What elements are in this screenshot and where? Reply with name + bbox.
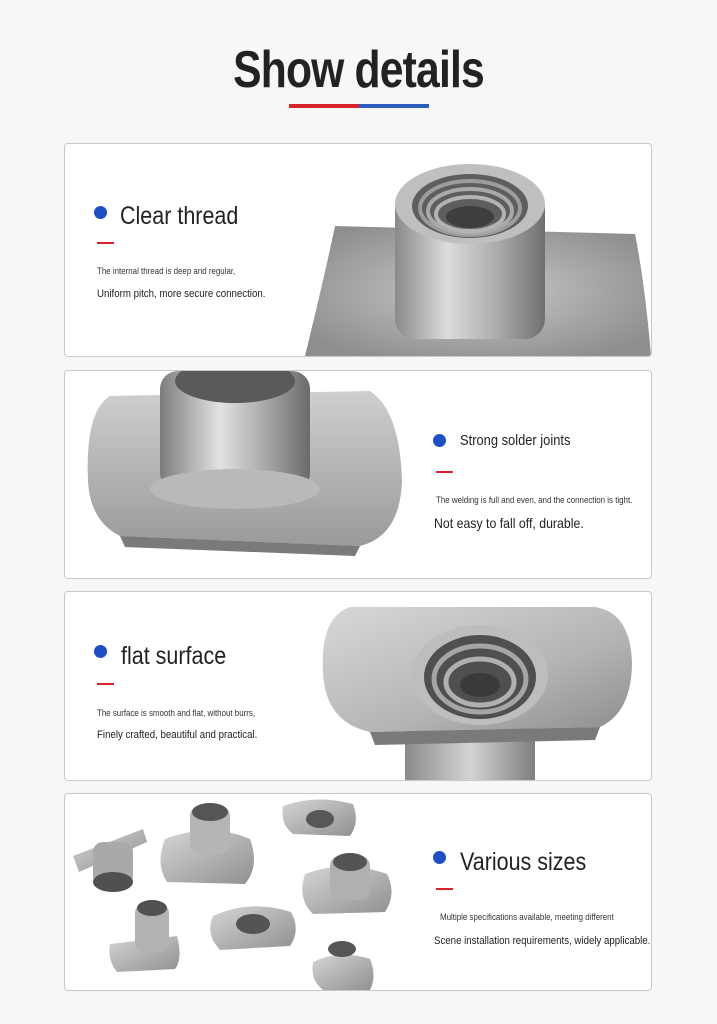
section-divider xyxy=(97,242,114,244)
page-title: Show details xyxy=(233,41,484,99)
section-text-line2: Scene installation requirements, widely applicable. xyxy=(434,935,651,947)
section-text-line1: The welding is full and even, and the connection is tight. xyxy=(436,495,633,505)
bullet-dot-icon xyxy=(94,645,107,658)
section-text-line1: The internal thread is deep and regular, xyxy=(97,266,236,276)
detail-card-clear-thread xyxy=(64,143,652,357)
tee-nut-thread-photo xyxy=(295,144,651,356)
bullet-dot-icon xyxy=(433,851,446,864)
tee-nut-solder-photo xyxy=(80,371,410,578)
title-underline-blue xyxy=(359,104,429,108)
section-text-line1: Multiple specifications available, meeting different xyxy=(440,912,614,922)
section-text-line2: Finely crafted, beautiful and practical. xyxy=(97,729,258,741)
section-heading: Strong solder joints xyxy=(460,432,571,449)
tee-nut-surface-photo xyxy=(320,607,635,780)
bullet-dot-icon xyxy=(94,206,107,219)
title-underline-red xyxy=(289,104,359,108)
section-divider xyxy=(436,471,453,473)
detail-card-various-sizes xyxy=(64,793,652,991)
detail-card-flat-surface xyxy=(64,591,652,781)
detail-card-solder-joints xyxy=(64,370,652,579)
section-divider xyxy=(436,888,453,890)
section-heading: flat surface xyxy=(121,642,227,670)
section-text-line2: Uniform pitch, more secure connection. xyxy=(97,288,266,300)
tee-nut-assortment-photo xyxy=(65,794,405,990)
section-heading: Clear thread xyxy=(120,202,239,230)
section-heading: Various sizes xyxy=(460,848,587,876)
section-divider xyxy=(97,683,114,685)
bullet-dot-icon xyxy=(433,434,446,447)
section-text-line2: Not easy to fall off, durable. xyxy=(434,515,584,531)
section-text-line1: The surface is smooth and flat, without burrs, xyxy=(97,708,256,718)
